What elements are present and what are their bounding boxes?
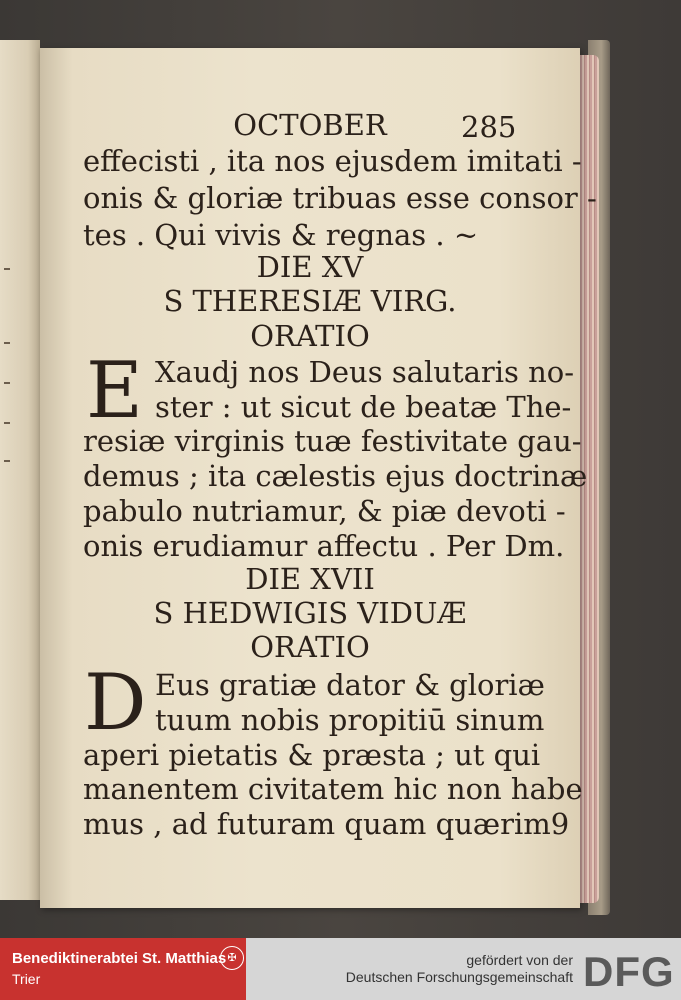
saint-heading: S HEDWIGIS VIDUÆ <box>153 596 467 630</box>
text-line: Xaudj nos Deus salutaris no- <box>155 355 575 389</box>
feast-day-heading: DIE XVII <box>245 562 375 596</box>
text-line: manentem civitatem hic non habe <box>83 772 583 806</box>
text-line: resiæ virginis tuæ festivitate gau- <box>83 424 582 458</box>
oratio-heading: ORATIO <box>250 630 370 664</box>
dfg-logo[interactable]: DFG <box>583 948 675 995</box>
text-line: pabulo nutriamur, & piæ devoti - <box>83 494 566 528</box>
oratio-heading: ORATIO <box>250 319 370 353</box>
drop-cap: D <box>84 658 147 748</box>
funding-note <box>346 952 573 986</box>
text-line: effecisti , ita nos ejusdem imitati - <box>83 144 582 178</box>
footer-bar <box>0 938 681 1000</box>
text-line: mus , ad futuram quam quærim9 <box>83 807 570 841</box>
text-line: onis & gloriæ tribuas esse consor - <box>83 181 597 215</box>
drop-cap: E <box>86 346 143 436</box>
page-number: 285 <box>461 110 517 144</box>
text-line: demus ; ita cælestis ejus doctrinæ <box>83 459 588 493</box>
saint-heading: S THERESIÆ VIRG. <box>163 284 457 318</box>
institution-logo[interactable] <box>0 938 246 1000</box>
institution-city: Trier <box>12 971 41 987</box>
text-line: tuum nobis propitiū sinum <box>155 703 545 737</box>
running-header: OCTOBER <box>233 108 387 142</box>
text-line: aperi pietatis & præsta ; ut qui <box>83 738 541 772</box>
institution-name: Benediktinerabtei St. Matthias <box>12 950 227 967</box>
text-line: ster : ut sicut de beatæ The- <box>155 390 572 424</box>
text-line: tes . Qui vivis & regnas . ~ <box>83 218 479 252</box>
abbey-emblem-icon: ✠ <box>220 946 244 970</box>
feast-day-heading: DIE XV <box>256 250 364 284</box>
text-line: onis erudiamur affectu . Per Dm. <box>83 529 565 563</box>
text-line: Eus gratiæ dator & gloriæ <box>155 668 545 702</box>
funding-line: Deutschen Forschungsgemeinschaft <box>345 969 573 985</box>
funding-line: gefördert von der <box>466 952 573 968</box>
